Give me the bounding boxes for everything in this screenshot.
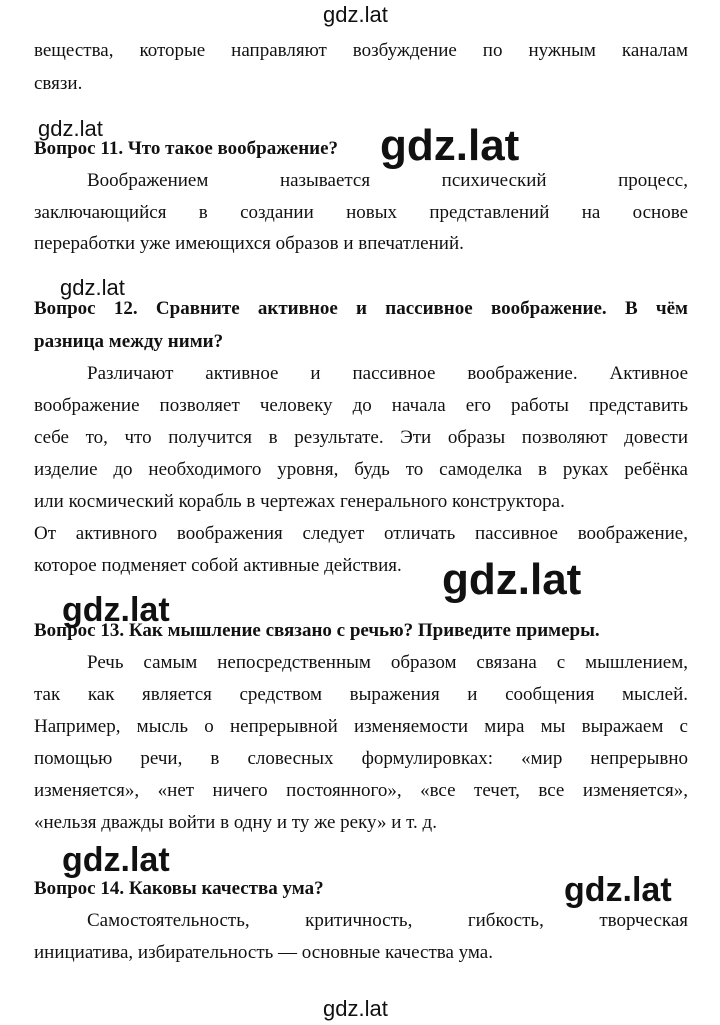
watermark: gdz.lat	[442, 555, 582, 604]
watermark: gdz.lat	[564, 871, 672, 909]
text-line: связи.	[34, 73, 83, 94]
text-line: инициатива, избирательность — основные качества ума.	[34, 942, 493, 963]
text-line: Различают активное и пассивное воображение. Активное	[87, 363, 688, 384]
question-heading: Вопрос 12. Сравните активное и пассивное воображение. В чём	[34, 298, 688, 319]
question-heading: Вопрос 14. Каковы качества ума?	[34, 878, 324, 899]
text-line: вещества, которые направляют возбуждение по нужным каналам	[34, 40, 688, 61]
text-line: изделие до необходимого уровня, будь то самоделка в руках ребёнка	[34, 459, 688, 480]
question-heading: разница между ними?	[34, 331, 224, 352]
text-line: переработки уже имеющихся образов и впечатлений.	[34, 233, 464, 254]
text-line: помощью речи, в словесных формулировках: «мир непрерывно	[34, 748, 688, 769]
question-heading: Вопрос 11. Что такое воображение?	[34, 138, 339, 159]
watermark: gdz.lat	[60, 275, 125, 300]
watermark: gdz.lat	[62, 841, 170, 879]
text-line: «нельзя дважды войти в одну и ту же реку» и т. д.	[34, 812, 437, 833]
text-line: Речь самым непосредственным образом связана с мышлением,	[87, 652, 688, 673]
text-line: так как является средством выражения и сообщения мыслей.	[34, 684, 688, 705]
watermark: gdz.lat	[62, 591, 170, 629]
watermark-bottom: gdz.lat	[323, 996, 388, 1021]
question-heading: Вопрос 13. Как мышление связано с речью? Приведите примеры.	[34, 620, 600, 641]
text-line: Воображением называется психический процесс,	[87, 170, 688, 191]
text-line: которое подменяет собой активные действия.	[34, 555, 402, 576]
text-line: себе то, что получится в результате. Эти образы позволяют довести	[34, 427, 688, 448]
text-line: Например, мысль о непрерывной изменяемости мира мы выражаем с	[34, 716, 688, 737]
text-line: воображение позволяет человеку до начала его работы представить	[34, 395, 688, 416]
text-line: изменяется», «нет ничего постоянного», «все течет, все изменяется»,	[34, 780, 688, 801]
text-line: заключающийся в создании новых представлений на основе	[34, 202, 688, 223]
watermark-top: gdz.lat	[323, 2, 388, 27]
text-line: От активного воображения следует отличать пассивное воображение,	[34, 523, 688, 544]
watermark: gdz.lat	[380, 121, 520, 170]
watermark: gdz.lat	[38, 116, 103, 141]
text-line: Самостоятельность, критичность, гибкость, творческая	[87, 910, 688, 931]
text-line: или космический корабль в чертежах генерального конструктора.	[34, 491, 565, 512]
